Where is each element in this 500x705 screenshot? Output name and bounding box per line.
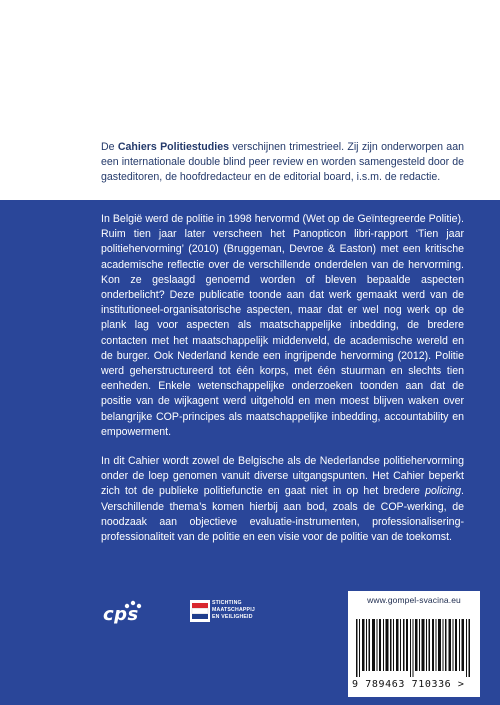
barcode-icon [356,619,472,677]
cps-logo [101,600,163,630]
policing-term: policing [425,485,462,498]
series-description [101,140,464,186]
smv-line-3: EN VEILIGHEID [212,614,253,620]
isbn-number: 9 789463 710336 > [352,679,465,690]
smv-line-2: MAATSCHAPPIJ [212,607,255,613]
series-name: Cahiers Politiestudies [117,141,229,153]
blurb-paragraph-1: In België werd de politie in 1998 hervormd (Wet op de Geïntegreerde Politie). Ruim tien jaar later verscheen het Panopticon libri-rapport ‘Tien jaar politiehervorming’ (2010) (Bruggeman, Devroe & Easton) met een kritische academische reflectie over de verschillende onderdelen van de hervorming. Kon ze geslaagd genoemd worden of bleven bepaalde aspecten onderbelicht? Deze publicatie toonde aan dat werk gemaakt werd van de institutioneel-organisatorische aspecten, maar dat er wel nog werk op de plank lag voor aspecten als maatschappelijke inbedding, de bredere contacten met het maatschappelijk middenveld, de academische wereld en de burger. Ook Nederland kende een ingrijpende hervorming (2012). Politie werd geherstructureerd tot één korps, met één stuurman en slechts tien eenheden. Enkele wetenschappelijke onderzoeken toonden aan dat de positie van de wijkagent werd uitgehold en men moest blijven waken over belangrijke COP-principes als maatschappelijke inbedding, accountability en empowerment. [101,213,464,438]
blurb-paragraph-2-start: In dit Cahier wordt zowel de Belgische als de Nederlandse politiehervorming onder de loep genomen vanuit diverse uitgangspunten. Het Cahier beperkt zich tot de publieke politiefunctie en gaat niet in op het bredere [101,455,464,498]
barcode-box [348,591,480,697]
blurb [101,212,464,559]
intro-rest: verschijnen trimestrieel. Zij zijn onderworpen aan een internationale double blind peer review en worden samengesteld door de gasteditoren, de hoofdredacteur en de editorial board, i.s.m. de redactie. [101,141,464,184]
smv-label [212,600,255,621]
blurb-paragraph-2 [101,454,464,545]
stichting-maatschappij-veiligheid-logo [190,598,290,634]
intro-prefix: De [101,141,118,153]
flag-icon [190,600,210,622]
smv-line-1: STICHTING [212,600,242,606]
cps-wordmark: cps [103,604,139,625]
publisher-url: www.gompel-svacina.eu [367,595,461,605]
blurb-paragraph-2-end: . Verschillende thema’s komen hierbij aan bod, zoals de COP-werking, de noodzaak aan objectieve evaluatie-instrumenten, professionalisering-professionaliteit van de politie en een visie voor de politie van de toekomst. [101,485,464,544]
